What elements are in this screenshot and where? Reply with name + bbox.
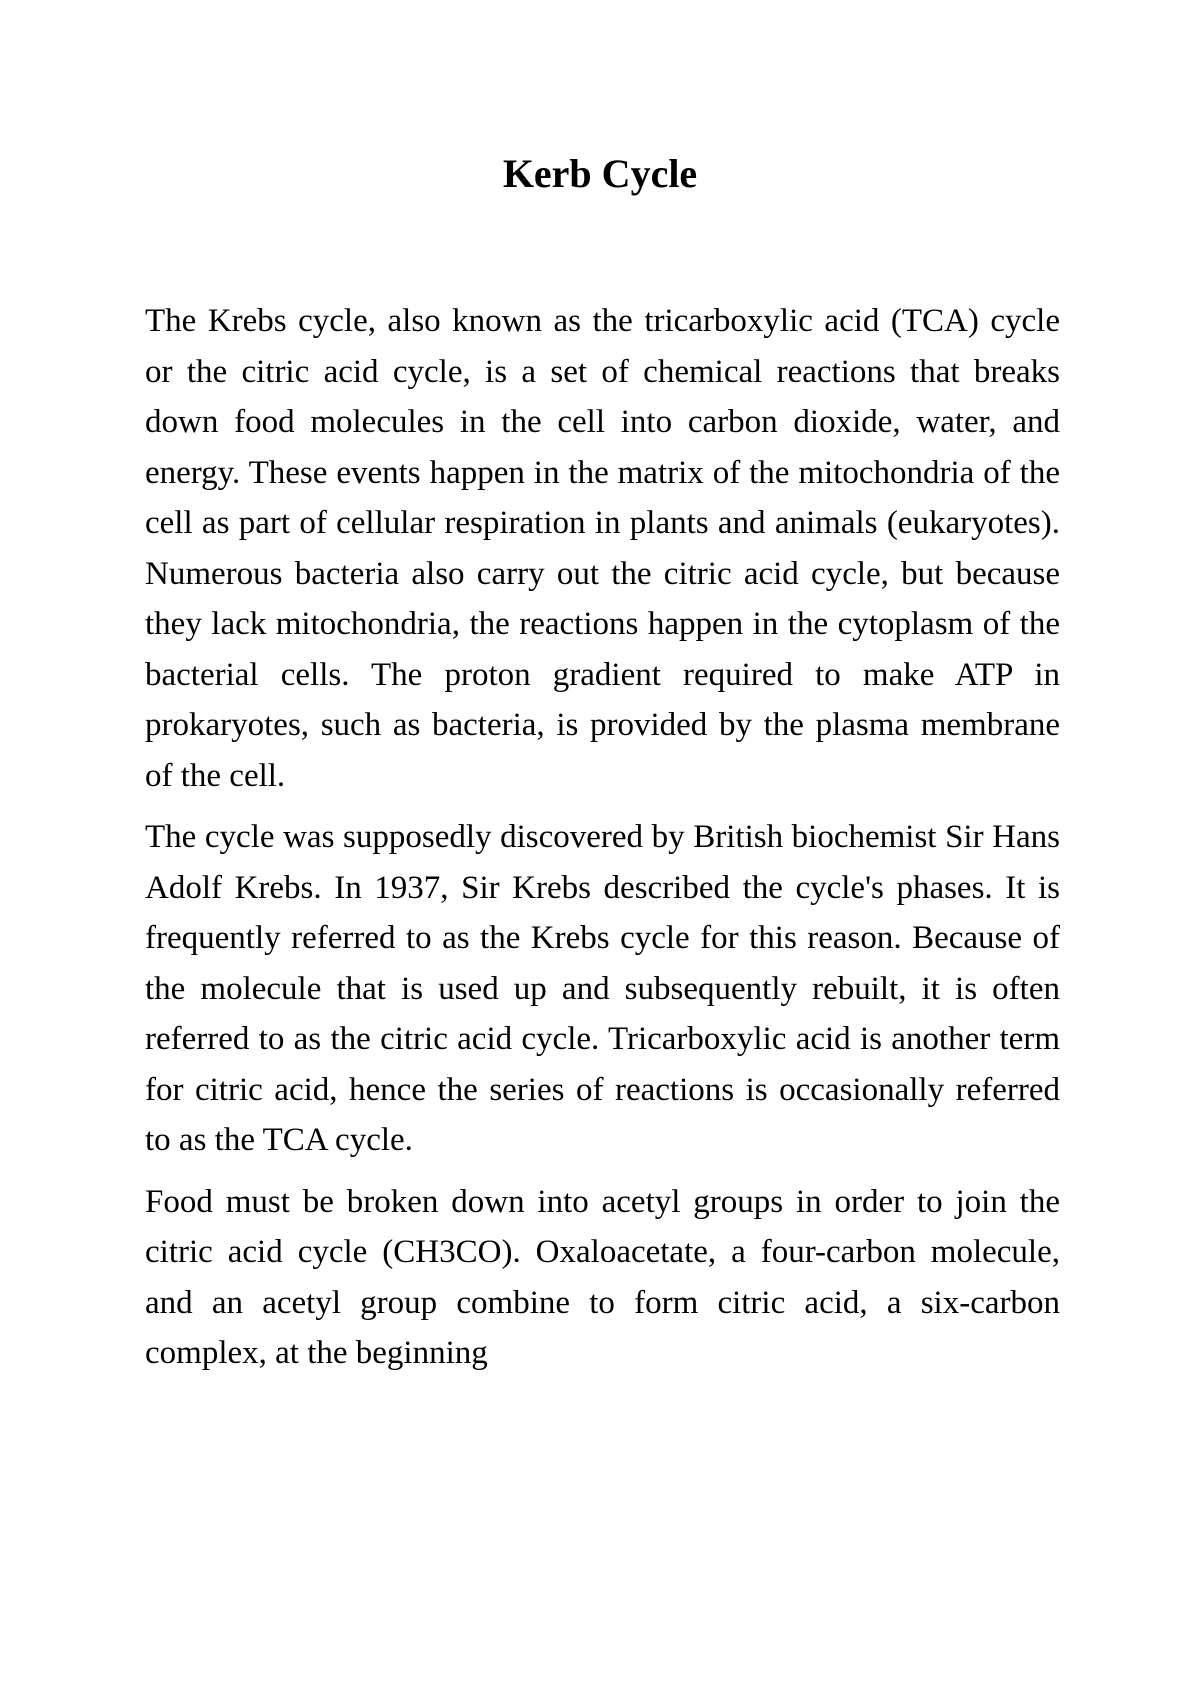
paragraph-3: Food must be broken down into acetyl groups in order to join the citric acid cycle (CH3CO). Oxaloacetate, a four-carbon molecule, and an acetyl group combine to form citric acid, a six-carbon complex, at the beginning	[145, 1183, 1060, 1371]
paragraph-1: The Krebs cycle, also known as the tricarboxylic acid (TCA) cycle or the citric acid cycle, is a set of chemical reactions that breaks down food molecules in the cell into carbon dioxide, water, and energy. These events happen in the matrix of the mitochondria of the cell as part of cellular respiration in plants and animals (eukaryotes). Numerous bacteria also carry out the citric acid cycle, but because they lack mitochondria, the reactions happen in the cytoplasm of the bacterial cells. The proton gradient required to make ATP in prokaryotes, such as bacteria, is provided by the plasma membrane of the cell.	[145, 303, 1060, 794]
document-body	[145, 296, 1060, 1390]
page-title: Kerb Cycle	[502, 151, 698, 196]
paragraph-2: The cycle was supposedly discovered by British biochemist Sir Hans Adolf Krebs. In 1937, Sir Krebs described the cycle's phases. It is frequently referred to as the Krebs cycle for this reason. Because of the molecule that is used up and subsequently rebuilt, it is often referred to as the citric acid cycle. Tricarboxylic acid is another term for citric acid, hence the series of reactions is occasionally referred to as the TCA cycle.	[145, 819, 1060, 1158]
